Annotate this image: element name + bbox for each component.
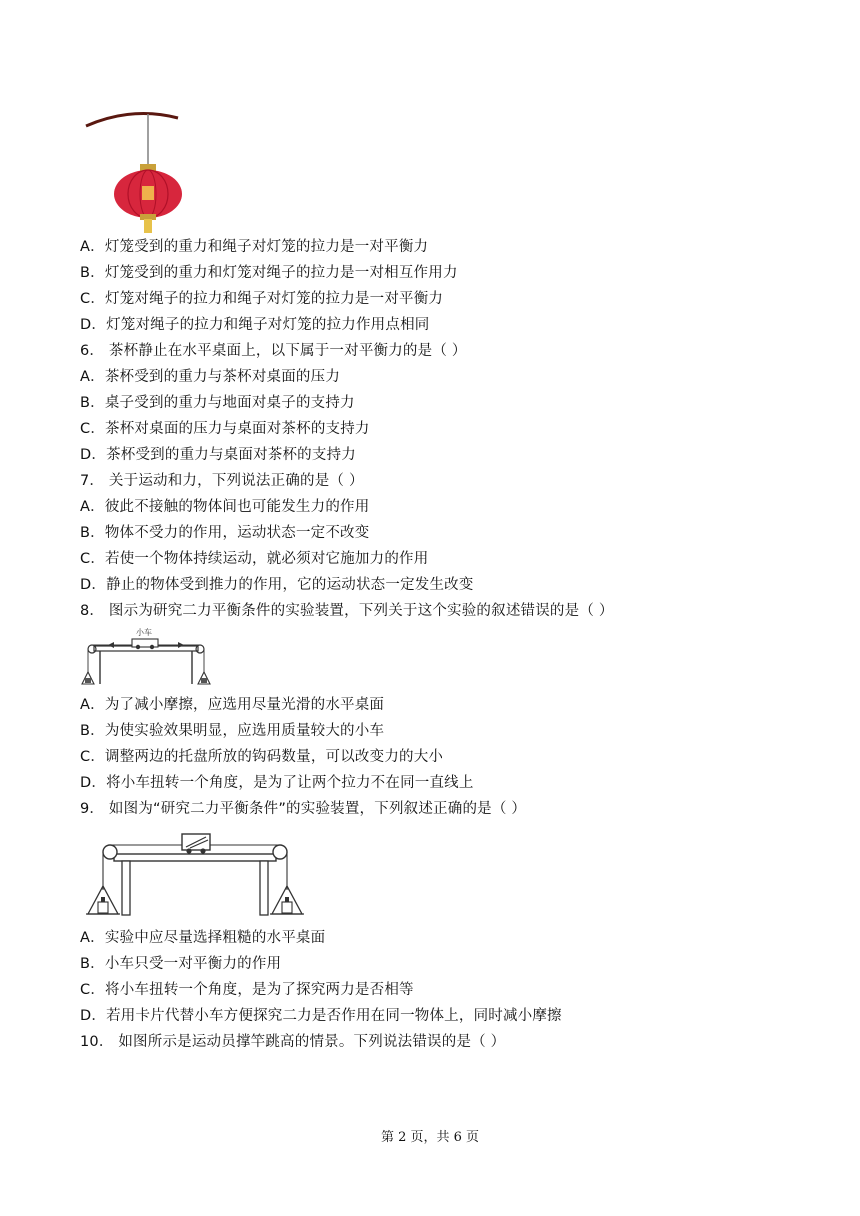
q8-option-b: B．为使实验效果明显，应选用质量较大的小车 [80,723,385,739]
q6-option-d: D．茶杯受到的重力与桌面对茶杯的支持力 [80,447,356,463]
q9-option-a: A．实验中应尽量选择粗糙的水平桌面 [80,930,326,946]
q9-option-d: D．若用卡片代替小车方便探究二力是否作用在同一物体上，同时减小摩擦 [80,1008,562,1024]
q7-stem: 7． 关于运动和力，下列说法正确的是（ ） [80,473,364,489]
q9-option-c: C．将小车扭转一个角度，是为了探究两力是否相等 [80,982,414,998]
q7-option-d: D．静止的物体受到推力的作用，它的运动状态一定发生改变 [80,577,474,593]
q7-option-c: C．若使一个物体持续运动，就必须对它施加力的作用 [80,551,429,567]
two-force-experiment-figure-8 [80,626,214,690]
q6-option-c: C．茶杯对桌面的压力与桌面对茶杯的支持力 [80,421,370,437]
q7-option-b: B．物体不受力的作用，运动状态一定不改变 [80,525,370,541]
q7-option-a: A．彼此不接触的物体间也可能发生力的作用 [80,499,370,515]
cart-label: 小车 [136,628,152,637]
q6-option-b: B．桌子受到的重力与地面对桌子的支持力 [80,395,355,411]
q5-option-a: A．灯笼受到的重力和绳子对灯笼的拉力是一对平衡力 [80,239,429,255]
q6-option-a: A．茶杯受到的重力与茶杯对桌面的压力 [80,369,341,385]
lantern-figure [82,108,186,236]
q8-option-c: C．调整两边的托盘所放的钩码数量，可以改变力的大小 [80,749,444,765]
q8-stem: 8． 图示为研究二力平衡条件的实验装置，下列关于这个实验的叙述错误的是（ ） [80,603,614,619]
q5-option-c: C．灯笼对绳子的拉力和绳子对灯笼的拉力是一对平衡力 [80,291,444,307]
page-footer: 第 2 页，共 6 页 [380,1130,480,1145]
q9-stem: 9． 如图为“研究二力平衡条件”的实验装置，下列叙述正确的是（ ） [80,801,527,817]
q6-stem: 6． 茶杯静止在水平桌面上，以下属于一对平衡力的是（ ） [80,343,467,359]
q5-option-d: D．灯笼对绳子的拉力和绳子对灯笼的拉力作用点相同 [80,317,430,333]
q8-option-a: A．为了减小摩擦，应选用尽量光滑的水平桌面 [80,697,385,713]
two-force-experiment-figure-9 [84,826,306,920]
q10-stem: 10． 如图所示是运动员撑竿跳高的情景。下列说法错误的是（ ） [80,1034,506,1050]
q9-option-b: B．小车只受一对平衡力的作用 [80,956,282,972]
q5-option-b: B．灯笼受到的重力和灯笼对绳子的拉力是一对相互作用力 [80,265,458,281]
q8-option-d: D．将小车扭转一个角度，是为了让两个拉力不在同一直线上 [80,775,474,791]
